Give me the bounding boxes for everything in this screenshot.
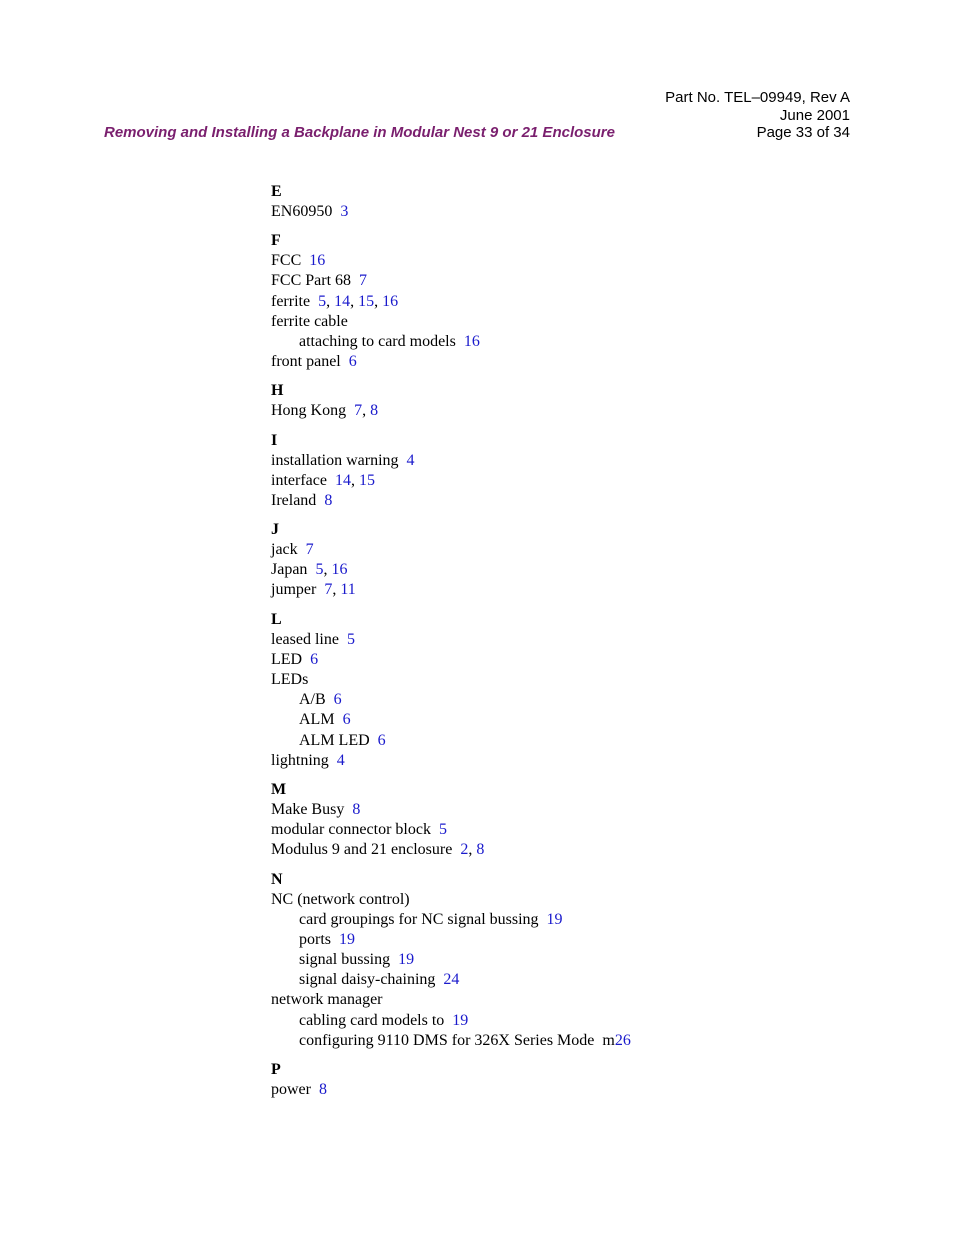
page-link[interactable]: 16 [463,332,480,350]
index-group-l [271,610,631,771]
index-entry [271,1080,631,1100]
page-link[interactable]: 6 [310,650,319,668]
index-letter-heading: E [271,183,282,200]
index-entry [271,890,631,910]
index-term: ports [299,930,331,948]
index-term: attaching to card models [299,332,456,350]
index-term: ferrite cable [271,312,348,330]
index-entry [271,650,631,670]
index-term: signal daisy-chaining [299,971,436,989]
index-entry: Japan 5, 16 [271,561,348,579]
document-meta [665,89,850,142]
index-group-f [271,231,631,372]
index-term: jack [271,541,298,559]
index-group-n [271,870,631,1052]
index-prefix: m [602,1031,615,1049]
part-number: Part No. TEL–09949, Rev A [665,89,850,106]
page-link[interactable]: 11 [340,581,356,599]
page-link[interactable]: 8 [370,402,379,420]
index-group-p [271,1060,631,1100]
index-entry [271,800,631,820]
index-term: Japan [271,561,308,579]
index-letter-heading: H [271,382,284,400]
page-link[interactable]: 7 [354,402,363,420]
index-term: leased line [271,630,339,648]
index-group-e [271,182,631,222]
index-entry [271,352,631,372]
page-link[interactable]: 15 [358,292,375,310]
page-link[interactable]: 8 [324,491,333,509]
index-entry [271,820,631,840]
index-term: Modulus 9 and 21 enclosure [271,841,453,859]
index-subentry [271,1011,631,1031]
index-group-m [271,780,631,861]
page-link[interactable]: 14 [334,471,351,489]
page-link[interactable]: 26 [614,1031,631,1049]
index-subentry [271,950,631,970]
index-term: cabling card models to [299,1011,445,1029]
index-entry [271,451,631,471]
index-term: card groupings for NC signal bussing [299,910,539,928]
index-term: modular connector block [271,821,431,839]
index-subentry [271,970,631,990]
index-term: configuring 9110 DMS for 326X Series Mode [299,1031,595,1049]
index-entry: jumper 7, 11 [271,581,356,599]
index-group-j [271,520,631,601]
index-term: ALM [299,711,335,729]
index-term: ALM LED [299,731,370,749]
page-link[interactable]: 16 [309,252,326,270]
index-letter-heading: J [271,521,279,539]
index-group-i [271,431,631,512]
index-entry [271,491,631,511]
page-link[interactable]: 6 [333,691,342,709]
index-term: NC (network control) [271,890,410,908]
index-term: interface [271,471,327,489]
index-entry: interface 14, 15 [271,471,375,489]
page-number: Page 33 of 34 [756,124,850,141]
index-term: jumper [271,581,317,599]
page-link[interactable]: 8 [352,800,361,818]
index-group-h [271,381,631,421]
index-entry [271,251,631,271]
index-term: Make Busy [271,800,345,818]
index-subentry [271,930,631,950]
index-entry [271,202,631,222]
page-link[interactable]: 5 [318,292,327,310]
index-letter-heading: F [271,232,281,250]
index-term: FCC [271,252,302,270]
index-entry: Modulus 9 and 21 enclosure 2, 8 [271,841,485,859]
index-entry [271,312,631,332]
index-term: LED [271,650,303,668]
index-subentry [271,910,631,930]
page-link[interactable]: 19 [546,910,563,928]
index-subentry [271,1031,631,1051]
page-link[interactable]: 19 [339,930,355,948]
index-entry: Hong Kong 7, 8 [271,402,379,420]
index-letter-heading: L [271,610,282,628]
page-link[interactable]: 7 [324,581,333,599]
page-link[interactable]: 5 [315,561,324,579]
page-link[interactable]: 14 [334,292,351,310]
index-subentry [271,332,631,352]
page-link[interactable]: 7 [359,272,368,290]
index-entry [271,990,631,1010]
index-letter-heading: M [271,780,287,798]
page-link[interactable]: 19 [452,1011,469,1029]
page-link[interactable]: 7 [305,541,314,559]
page-link[interactable]: 24 [443,971,460,989]
index-term: A/B [299,691,326,709]
page-link[interactable]: 5 [346,630,355,648]
page-link[interactable]: 4 [406,451,415,469]
index-term: lightning [271,751,329,769]
index-entry [271,271,631,291]
index-term: front panel [271,353,341,371]
index-term: network manager [271,991,383,1009]
document-title: Removing and Installing a Backplane in Modular Nest 9 or 21 Enclosure [104,124,615,141]
index-subentry [271,710,631,730]
page-link[interactable]: 16 [382,292,399,310]
page-link[interactable]: 5 [438,821,447,839]
page-link[interactable]: 6 [342,711,351,729]
index-entry [271,540,631,560]
index-term: LEDs [271,671,309,688]
page-link[interactable]: 8 [476,841,485,859]
page-link[interactable]: 6 [348,353,357,371]
index-term: signal bussing [299,951,391,969]
page-link[interactable]: 19 [398,951,415,969]
index-entry [271,630,631,650]
page-link[interactable]: 2 [460,841,469,859]
index-letter-heading: N [271,870,283,888]
index-term: Hong Kong [271,402,347,420]
index-subentry [271,690,631,710]
index-entry: ferrite 5, 14, 15, 16 [271,292,399,310]
index-term: installation warning [271,451,399,469]
index-list [271,182,631,1100]
index-entry [271,751,631,771]
index-letter-heading: P [271,1061,281,1078]
page-link[interactable]: 8 [318,1081,327,1098]
index-term: Ireland [271,491,317,509]
publication-date: June 2001 [779,106,850,124]
index-term: EN60950 [271,203,333,220]
index-term: power [271,1081,311,1098]
page-link[interactable]: 15 [358,471,375,489]
page-link[interactable]: 6 [377,731,386,749]
index-entry [271,670,631,690]
index-term: ferrite [271,292,311,310]
index-letter-heading: I [271,431,278,449]
index-term: FCC Part 68 [271,272,352,290]
page-link[interactable]: 3 [340,203,349,220]
page-link[interactable]: 4 [336,751,345,769]
index-subentry [271,731,631,751]
page-link[interactable]: 16 [331,561,348,579]
